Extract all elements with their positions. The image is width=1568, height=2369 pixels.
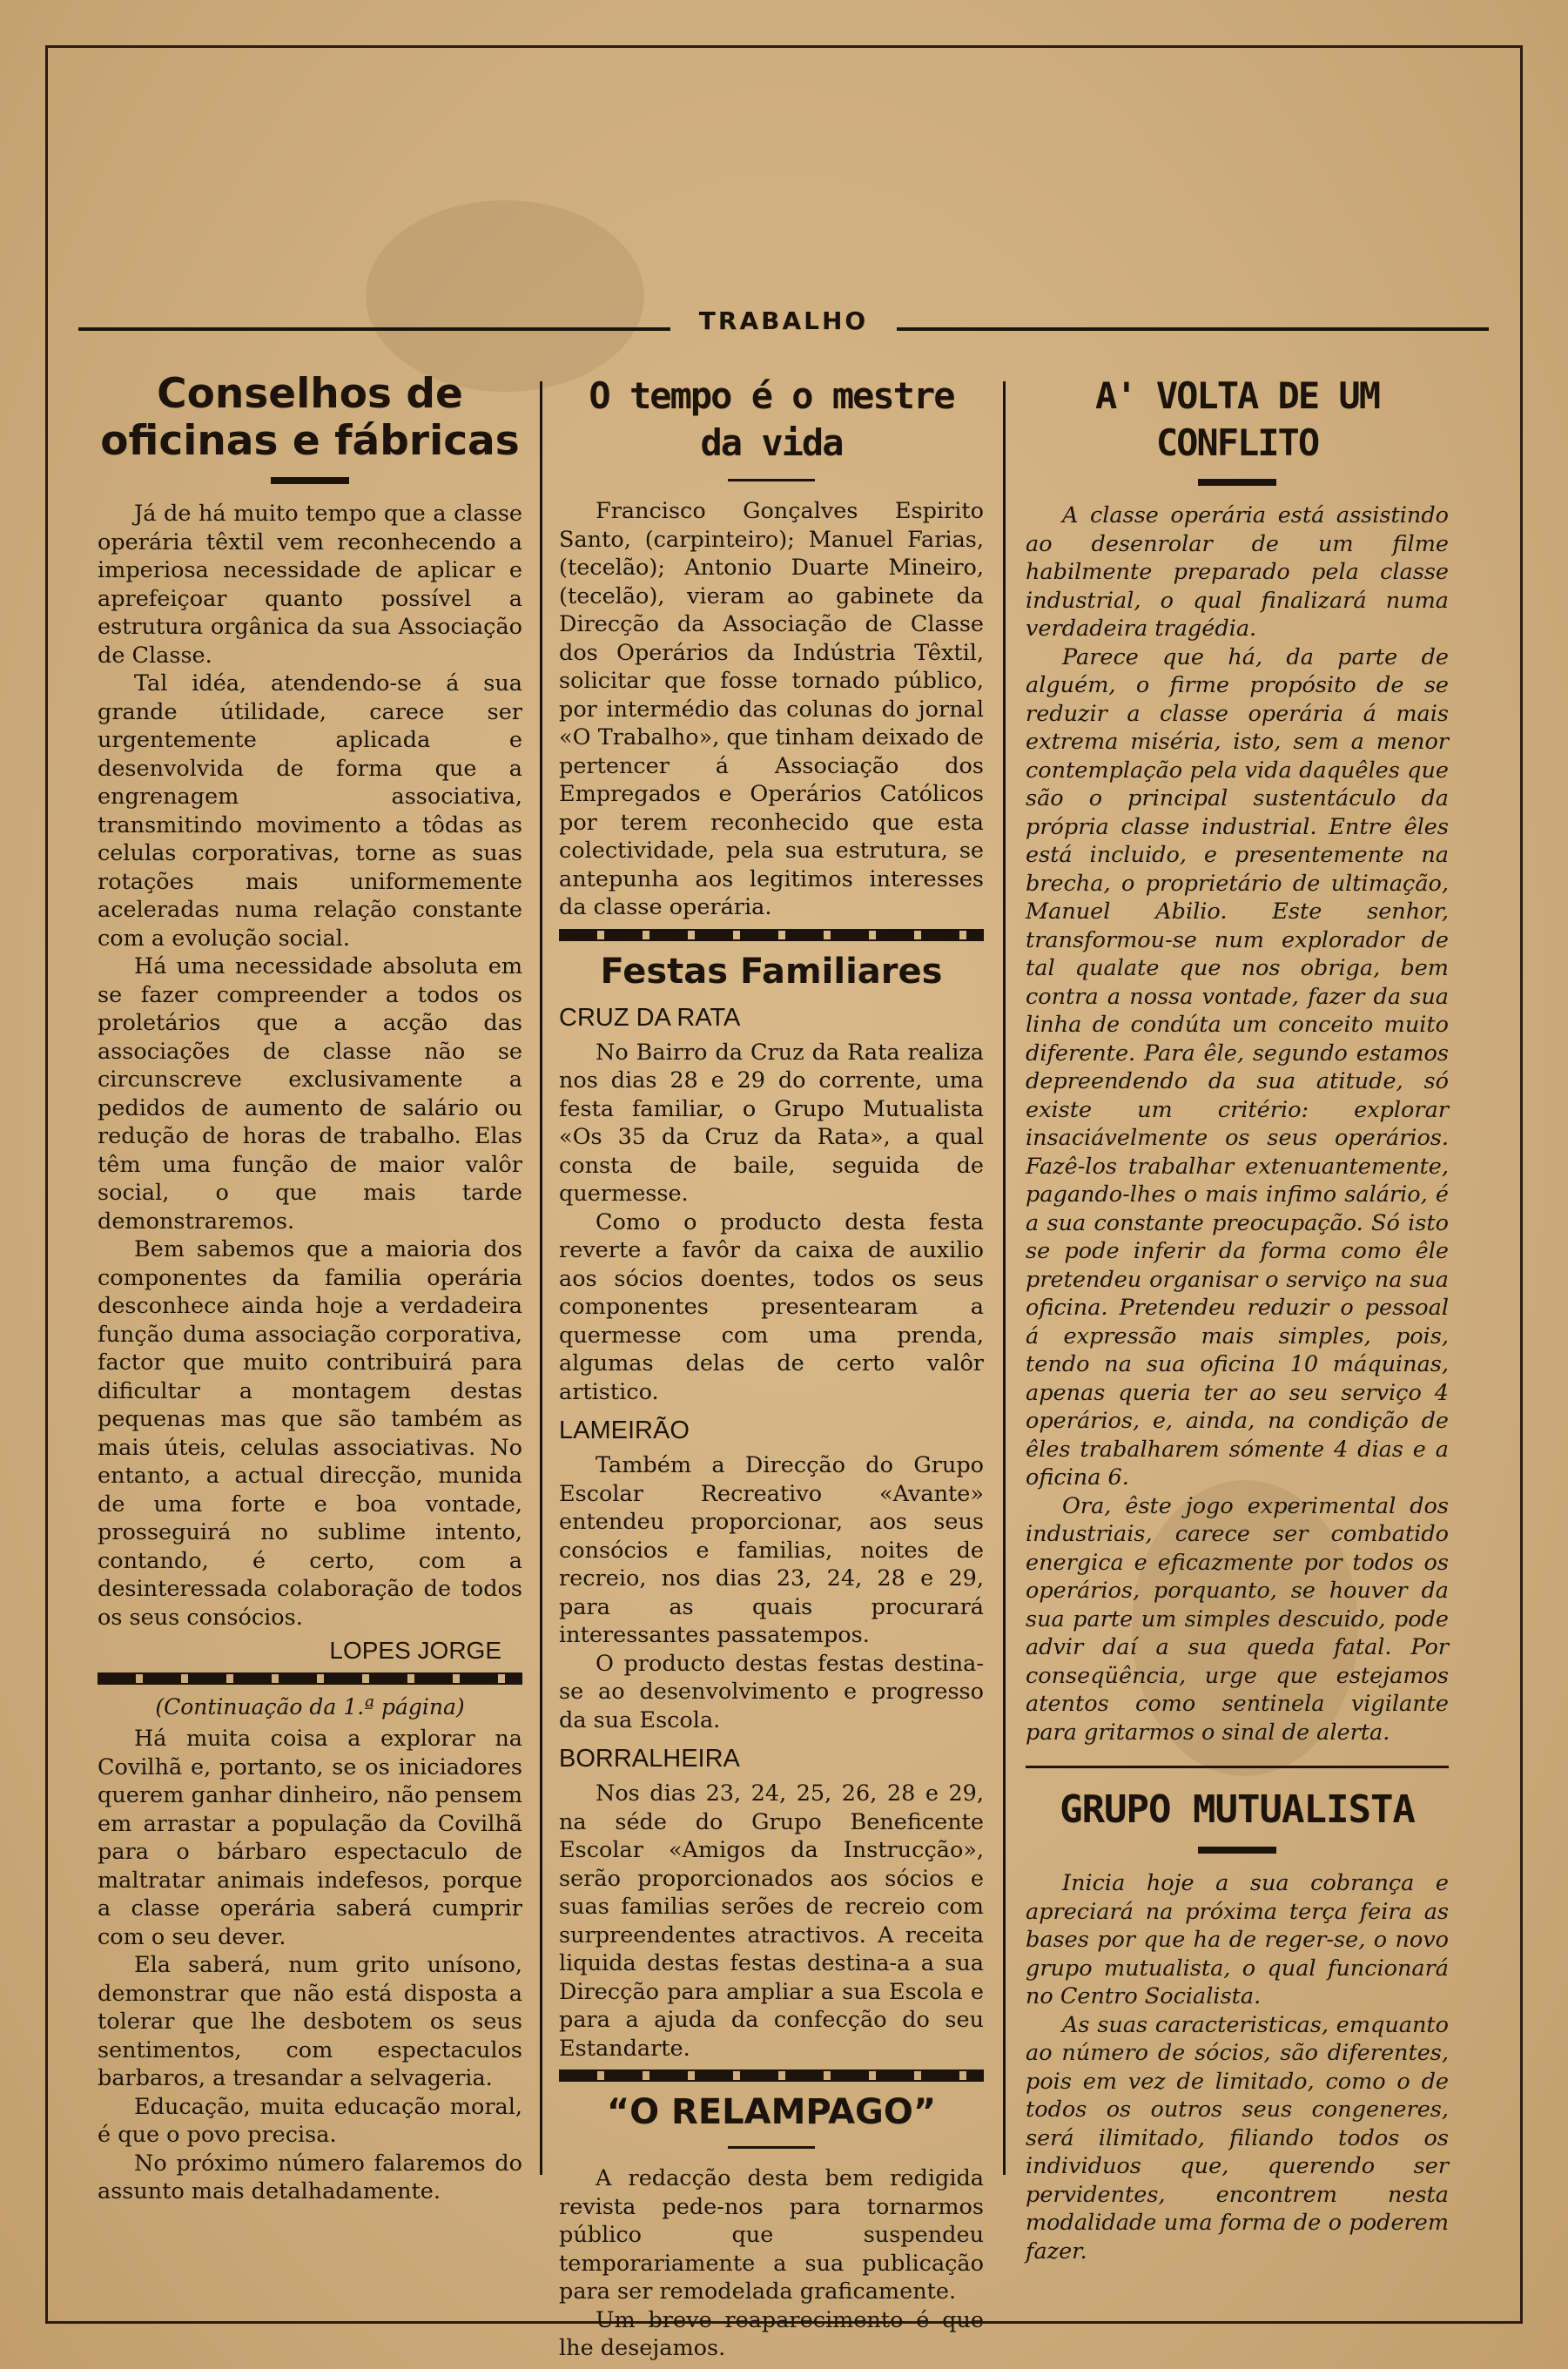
- paragraph: A classe operária está assistindo ao desenrolar de um filme habilmente preparado pela classe industrial, o qual finalizará numa verdadeira tragédia.: [1026, 502, 1449, 642]
- section-divider: [1026, 1766, 1449, 1768]
- paragraph: Tal idéa, atendendo-se á sua grande útilidade, carece ser urgentemente aplicada e desenvolvida de forma que a engrenagem associativa, transmitindo movimento a tôdas as celulas corporativas, torne as suas rotações mais uniformemente aceleradas numa relação constante com a evolução social.: [98, 670, 522, 952]
- continuation-note: (Continuação da 1.ª página): [155, 1693, 465, 1720]
- paragraph: Como o producto desta festa reverte a favôr da caixa de auxilio aos sócios doentes, todos os seus componentes presentearam a quermesse com uma prenda, algumas delas de certo valôr artistico.: [559, 1208, 984, 1405]
- paragraph: Francisco Gonçalves Espirito Santo, (carpinteiro); Manuel Farias, (tecelão); Antonio Duarte Mineiro, (tecelão), vieram ao gabinete da Direcção da Associação de Classe dos Operários da Indústria Têxtil, solicitar que fosse tornado público, por intermédio das colunas do jornal «O Trabalho», que tinham deixado de pertencer á Associação dos Empregados e Operários Católicos por terem reconhecido que esta colectividade, pela sua estrutura, se antepunha aos legitimos interesses da classe operária.: [559, 498, 984, 920]
- ornament-divider: [559, 2070, 984, 2082]
- paragraph: Há uma necessidade absoluta em se fazer compreender a todos os proletários que a acção das associações de classe não se circunscreve exclusivamente a pedidos de aumento de salário ou redução de horas de trabalho. Elas têm uma função de maior valôr social, o que mais tarde demonstraremos.: [98, 953, 522, 1235]
- paragraph: Há muita coisa a explorar na Covilhã e, portanto, se os iniciadores querem ganhar dinheiro, não pensem em arrastar a população da Covilhã para o bárbaro espectaculo de maltratar animais indefesos, porque a classe operária saberá cumprir com o seu dever.: [98, 1726, 522, 1950]
- paragraph: Educação, muita educação moral, é que o povo precisa.: [98, 2093, 522, 2148]
- column-conselhos: [98, 366, 522, 2206]
- paragraph: Nos dias 23, 24, 25, 26, 28 e 29, na séde do Grupo Beneficente Escolar «Amigos da Instrucção», serão proporcionados aos sócios e suas familias serões de recreio com surpreendentes atractivos. A receita liquida destas festas destina-a a sua Direcção para ampliar a sua Escola e para a ajuda da confecção do seu Estandarte.: [559, 1780, 984, 2062]
- section-title-lameirao: LAMEIRÃO: [559, 1417, 690, 1444]
- paragraph: Ora, êste jogo experimental dos industriais, carece ser combatido energica e eficazmente por todos os operários, porquanto, se houver da sua parte um simples descuido, pode advir daí a sua queda fatal. Por conseqüência, urge que estejamos atentos como sentinela vigilante para gritarmos o sinal de alerta.: [1026, 1492, 1449, 1746]
- heading-rule: [728, 2146, 815, 2149]
- ornament-divider: [98, 1672, 522, 1685]
- section-title-borralheira: BORRALHEIRA: [559, 1745, 740, 1773]
- column-divider: [540, 381, 542, 2175]
- paragraph: A redacção desta bem redigida revista pede-nos para tornarmos público que suspendeu temporariamente a sua publicação para ser remodelada graficamente.: [559, 2165, 984, 2305]
- heading-rule: [1198, 479, 1276, 486]
- paragraph: As suas caracteristicas, emquanto ao número de sócios, são diferentes, pois em vez de limitado, como o de todos os outros seus congeneres, será ilimitado, filiando todos os individuos que, querendo ser pervidentes, encontrem nesta modalidade uma forma de o poderem fazer.: [1026, 2011, 1449, 2265]
- article-heading-festas: Festas Familiares: [600, 951, 943, 992]
- paragraph: Inicia hoje a sua cobrança e apreciará na próxima terça feira as bases por que ha de reger-se, o novo grupo mutualista, o qual funcionará no Centro Socialista.: [1026, 1870, 1449, 2009]
- paragraph: No Bairro da Cruz da Rata realiza nos dias 28 e 29 do corrente, uma festa familiar, o Grupo Mutualista «Os 35 da Cruz da Rata», a qual consta de baile, seguida de quermesse.: [559, 1039, 984, 1207]
- column-conflito: [1026, 366, 1449, 2265]
- paragraph: Ela saberá, num grito unísono, demonstrar que não está disposta a tolerar que lhe desbotem os seus sentimentos, com espectaculos barbaros, a tresandar a selvageria.: [98, 1952, 522, 2091]
- article-heading-conflito: A' VOLTA DE UM CONFLITO: [1094, 374, 1379, 464]
- article-heading-conselhos: Conselhos de oficinas e fábricas: [100, 370, 520, 465]
- paragraph: Bem sabemos que a maioria dos componentes da familia operária desconhece ainda hoje a verdadeira função duma associação corporativa, factor que muito contribuirá para dificultar a montagem destas pequenas mas que são também as mais úteis, celulas associativas. No entanto, a actual direcção, munida de uma forte e boa vontade, prosseguirá no sublime intento, contando, é certo, com a desinteressada colaboração de todos os seus consócios.: [98, 1236, 522, 1631]
- section-title-cruz-da-rata: CRUZ DA RATA: [559, 1003, 741, 1032]
- paragraph: O producto destas festas destina-se ao desenvolvimento e progresso da sua Escola.: [559, 1650, 984, 1733]
- article-heading-relampago: “O RELAMPAGO”: [606, 2092, 937, 2132]
- column-tempo: [559, 366, 984, 2363]
- masthead-rule-right: [897, 327, 1489, 331]
- article-signature: LOPES JORGE: [329, 1637, 501, 1664]
- article-heading-tempo: O tempo é o mestre da vida: [589, 374, 954, 464]
- masthead-rule-left: [78, 327, 670, 331]
- paragraph: Parece que há, da parte de alguém, o firme propósito de se reduzir a classe operária á mais extrema miséria, isto, sem a menor contemplação pela vida daquêles que são o principal sustentáculo da própria classe industrial. Entre êles está incluido, e presentemente na brecha, o proprietário de ultimação, Manuel Abilio. Este senhor, transformou-se num explorador de tal qualate que nos obriga, bem contra a nossa vontade, fazer da sua linha de condúta um conceito muito diferente. Para êle, segundo estamos depreendendo da sua atitude, só existe um critério: explorar insaciávelmente os seus operários. Fazê-los trabalhar extenuantemente, pagando-lhes o mais infimo salário, é a sua constante preocupação. Só isto se pode inferir da forma como êle pretendeu organisar o serviço na sua oficina. Pretendeu reduzir o pessoal á expressão mais simples, pois, tendo na sua oficina 10 máquinas, apenas queria ter ao seu serviço 4 operários, e, ainda, na condição de êles trabalharem sómente 4 dias e a oficina 6.: [1026, 643, 1449, 1491]
- heading-rule: [271, 477, 349, 484]
- article-heading-grupo: GRUPO MUTUALISTA: [1060, 1787, 1415, 1832]
- ornament-divider: [559, 929, 984, 941]
- paragraph: Já de há muito tempo que a classe operária têxtil vem reconhecendo a imperiosa necessidade de aplicar e aprefeiçoar quanto possível a estrutura orgânica da sua Associação de Classe.: [98, 501, 522, 669]
- masthead: [78, 306, 1489, 341]
- paragraph: Um breve reaparecimento é que lhe desejamos.: [559, 2306, 984, 2361]
- heading-rule: [1198, 1847, 1276, 1854]
- paragraph: Também a Direcção do Grupo Escolar Recreativo «Avante» entendeu proporcionar, aos seus consócios e familias, noites de recreio, nos dias 23, 24, 28 e 29, para as quais procurará interessantes passatempos.: [559, 1452, 984, 1648]
- column-divider: [1003, 381, 1006, 2175]
- paragraph: No próximo número falaremos do assunto mais detalhadamente.: [98, 2150, 522, 2204]
- masthead-title: TRABALHO: [698, 306, 869, 335]
- heading-rule: [728, 479, 815, 481]
